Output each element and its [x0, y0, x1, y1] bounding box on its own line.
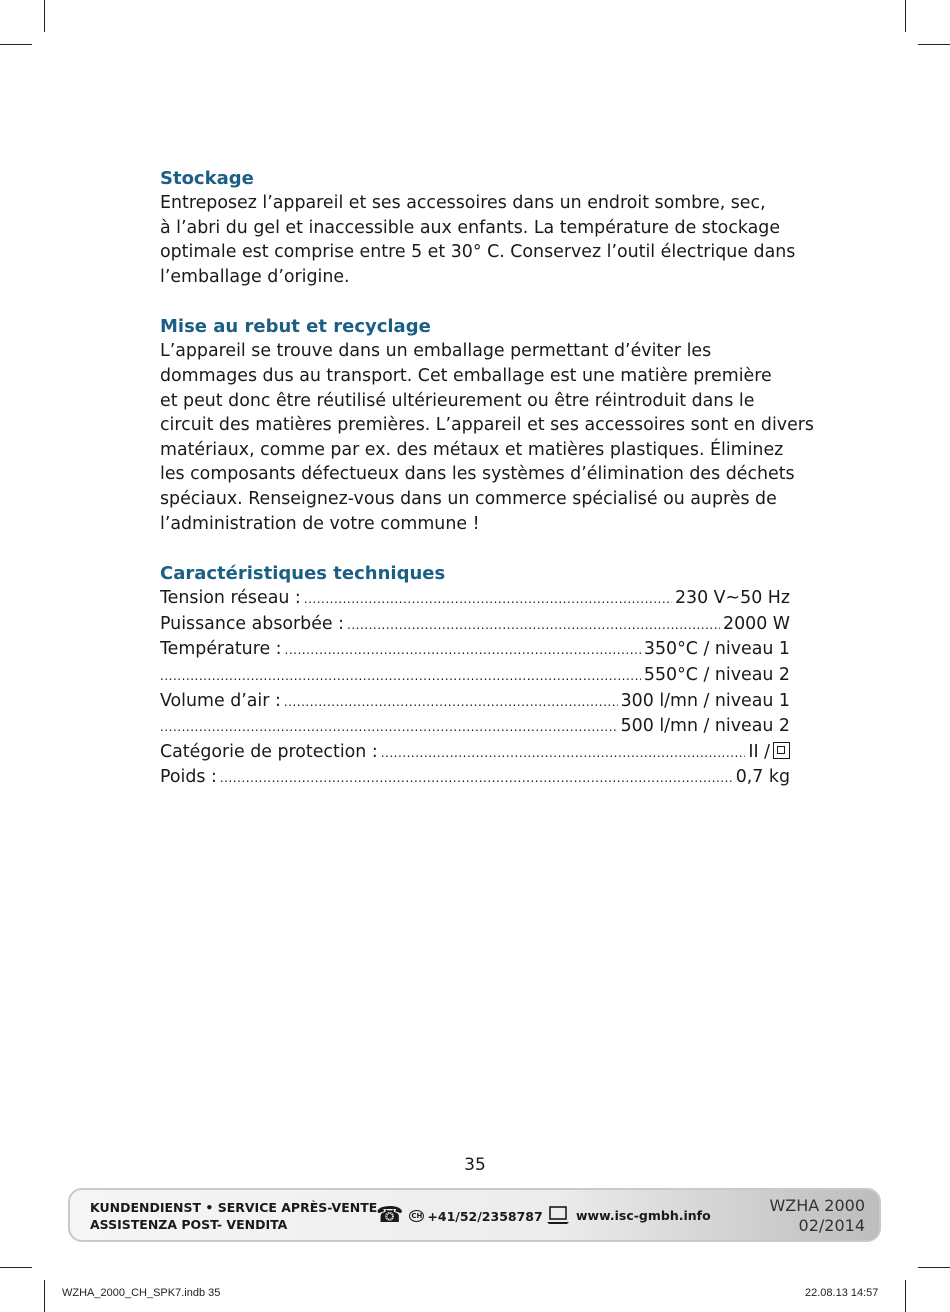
spec-value: 0,7 kg	[735, 767, 790, 788]
spec-value-text: II /	[748, 741, 770, 762]
model-info	[769, 1196, 865, 1236]
spec-row	[160, 765, 790, 791]
spec-value: 350°C / niveau 1	[643, 639, 790, 660]
section-heading: Mise au rebut et recyclage	[160, 316, 431, 338]
dot-leader	[381, 741, 746, 766]
page-number: 35	[464, 1155, 486, 1175]
section-specs	[160, 561, 790, 791]
service-line: ASSISTENZA POST- VENDITA	[90, 1217, 288, 1232]
dot-leader	[220, 766, 733, 791]
dot-leader	[284, 690, 618, 715]
text-line: L’appareil se trouve dans un emballage permettant d’éviter les	[160, 341, 712, 362]
section-recycling	[160, 314, 814, 536]
crop-mark	[0, 1267, 32, 1268]
spec-label: Tension réseau :	[160, 588, 301, 609]
text-line: Entreposez l’appareil et ses accessoires dans un endroit sombre, sec,	[160, 193, 766, 213]
text-line: les composants défectueux dans les systèmes d’élimination des déchets	[160, 464, 795, 485]
spec-label: Puissance absorbée :	[160, 613, 344, 634]
text-line: circuit des matières premières. L’appareil et ses accessoires sont en divers	[160, 415, 814, 436]
spec-row	[160, 637, 790, 663]
spec-row	[160, 714, 790, 740]
model-name: WZHA 2000	[769, 1196, 865, 1215]
service-label	[90, 1199, 377, 1233]
model-date: 02/2014	[798, 1216, 865, 1235]
phone-number[interactable]: +41/52/2358787	[427, 1208, 543, 1224]
dot-leader	[285, 638, 641, 663]
service-footer	[68, 1188, 881, 1242]
spec-label: Poids :	[160, 767, 217, 788]
text-line: spéciaux. Renseignez-vous dans un commerce spécialisé ou auprès de	[160, 488, 777, 509]
service-line: KUNDENDIENST • SERVICE APRÈS-VENTE	[90, 1200, 378, 1215]
dot-leader	[160, 664, 641, 689]
crop-mark	[44, 0, 45, 32]
print-slug-timestamp: 22.08.13 14:57	[805, 1287, 879, 1299]
page-content	[160, 166, 814, 816]
text-line: l’administration de votre commune !	[160, 513, 480, 534]
website-contact	[546, 1205, 711, 1225]
spec-label: Température :	[160, 639, 282, 660]
phone-contact	[376, 1205, 543, 1227]
spec-label: Volume d’air :	[160, 690, 281, 711]
crop-mark	[918, 1267, 950, 1268]
section-text	[160, 191, 796, 289]
section-heading: Stockage	[160, 168, 254, 189]
crop-mark	[44, 1280, 45, 1312]
spec-value	[748, 740, 790, 765]
dot-leader	[304, 587, 672, 612]
crop-mark	[0, 44, 32, 45]
spec-row	[160, 612, 790, 638]
section-heading: Caractéristiques techniques	[160, 563, 446, 585]
spec-value: 300 l/mn / niveau 1	[620, 690, 790, 711]
print-slug-file: WZHA_2000_CH_SPK7.indb 35	[62, 1287, 221, 1299]
telephone-icon: ☎	[376, 1203, 404, 1228]
spec-value: 500 l/mn / niveau 2	[620, 716, 790, 737]
country-code-badge: CH	[411, 1212, 423, 1220]
spec-label: Catégorie de protection :	[160, 741, 378, 762]
spec-value: 550°C / niveau 2	[643, 664, 790, 685]
crop-mark	[918, 44, 950, 45]
crop-mark	[905, 1280, 906, 1312]
text-line: matériaux, comme par ex. des métaux et matières plastiques. Éliminez	[160, 439, 784, 460]
text-line: l’emballage d’origine.	[160, 266, 350, 287]
text-line: et peut donc être réutilisé ultérieurement ou être réintroduit dans le	[160, 390, 755, 411]
spec-value: 2000 W	[723, 613, 790, 634]
crop-mark	[905, 0, 906, 32]
spec-row	[160, 663, 790, 689]
section-text	[160, 339, 814, 536]
dot-leader	[347, 613, 720, 638]
website-link[interactable]: www.isc-gmbh.info	[576, 1207, 711, 1223]
text-line: à l’abri du gel et inaccessible aux enfants. La température de stockage	[160, 217, 781, 238]
text-line: dommages dus au transport. Cet emballage est une matière première	[160, 365, 772, 386]
spec-value: 230 V~50 Hz	[674, 588, 790, 609]
dot-leader	[160, 715, 618, 740]
spec-row	[160, 586, 790, 612]
section-stockage	[160, 166, 796, 289]
double-insulation-icon	[773, 742, 790, 759]
text-line: optimale est comprise entre 5 et 30° C. Conservez l’outil électrique dans	[160, 242, 796, 263]
laptop-icon	[546, 1205, 570, 1225]
spec-row	[160, 689, 790, 715]
spec-row	[160, 740, 790, 766]
